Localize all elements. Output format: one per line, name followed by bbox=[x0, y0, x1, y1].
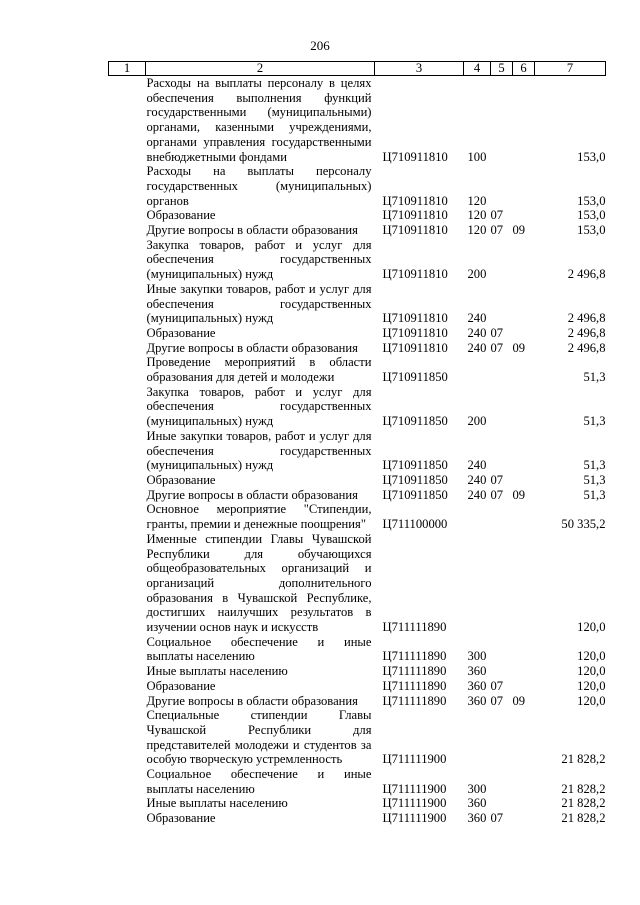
row-section bbox=[491, 164, 513, 208]
row-subsection: 09 bbox=[512, 340, 526, 355]
row-amount: 51,3 bbox=[583, 472, 606, 487]
row-target-code: Ц710911810 bbox=[382, 223, 448, 238]
row-target-code: Ц711111890 bbox=[382, 649, 447, 664]
table-row bbox=[109, 164, 606, 208]
row-number-cell bbox=[109, 502, 146, 531]
row-expense-type: 360 bbox=[467, 811, 487, 826]
row-target-code: Ц710911810 bbox=[382, 208, 448, 223]
table-row bbox=[109, 223, 606, 238]
row-section: 07 bbox=[490, 340, 504, 355]
table-row bbox=[109, 664, 606, 679]
row-name: Иные выплаты населению bbox=[146, 664, 288, 679]
row-name: Иные закупки товаров, работ и услуг для обеспечения государственных (муниципальных) нужд bbox=[146, 281, 372, 326]
row-name: Основное мероприятие "Стипендии, гранты, премии и денежные поощрения" bbox=[146, 502, 372, 532]
row-number-cell bbox=[109, 694, 146, 709]
row-subsection bbox=[513, 502, 535, 531]
row-amount: 2 496,8 bbox=[567, 340, 606, 355]
row-expense-type bbox=[464, 532, 491, 635]
row-target-code: Ц711111890 bbox=[382, 620, 447, 635]
row-name: Другие вопросы в области образования bbox=[146, 340, 358, 355]
row-amount: 51,3 bbox=[583, 370, 606, 385]
row-target-code: Ц711111890 bbox=[382, 678, 447, 693]
row-name: Образование bbox=[146, 325, 216, 340]
table-row bbox=[109, 767, 606, 796]
row-number-cell bbox=[109, 208, 146, 223]
row-name: Иные закупки товаров, работ и услуг для обеспечения государственных (муниципальных) нужд bbox=[146, 428, 372, 473]
row-name: Иные выплаты населению bbox=[146, 796, 288, 811]
row-amount: 21 828,2 bbox=[561, 781, 606, 796]
row-number-cell bbox=[109, 796, 146, 811]
row-target-code: Ц711111890 bbox=[382, 693, 447, 708]
row-target-code: Ц710911850 bbox=[382, 458, 448, 473]
column-header-6: 6 bbox=[513, 62, 535, 76]
row-number-cell bbox=[109, 341, 146, 356]
row-amount: 51,3 bbox=[583, 458, 606, 473]
row-amount: 2 496,8 bbox=[567, 325, 606, 340]
table-row bbox=[109, 385, 606, 429]
row-number-cell bbox=[109, 811, 146, 826]
row-target-code: Ц711111900 bbox=[382, 811, 447, 826]
row-expense-type: 120 bbox=[467, 193, 487, 208]
row-section: 07 bbox=[490, 487, 504, 502]
row-expense-type: 360 bbox=[467, 796, 487, 811]
row-target-code: Ц711111900 bbox=[382, 796, 447, 811]
row-expense-type: 120 bbox=[467, 208, 487, 223]
row-expense-type: 360 bbox=[467, 693, 487, 708]
row-target-code: Ц710911850 bbox=[382, 414, 448, 429]
column-header-1: 1 bbox=[109, 62, 146, 76]
row-number-cell bbox=[109, 473, 146, 488]
row-subsection bbox=[513, 708, 535, 767]
column-header-7: 7 bbox=[535, 62, 606, 76]
row-subsection bbox=[513, 532, 535, 635]
table-row bbox=[109, 473, 606, 488]
row-subsection: 09 bbox=[512, 693, 526, 708]
row-number-cell bbox=[109, 223, 146, 238]
row-name: Закупка товаров, работ и услуг для обеспечения государственных (муниципальных) нужд bbox=[146, 237, 372, 282]
row-number-cell bbox=[109, 532, 146, 635]
row-expense-type: 240 bbox=[467, 487, 487, 502]
row-number-cell bbox=[109, 355, 146, 384]
row-subsection bbox=[513, 767, 535, 796]
row-section: 07 bbox=[490, 223, 504, 238]
row-number-cell bbox=[109, 635, 146, 664]
row-number-cell bbox=[109, 664, 146, 679]
row-name: Проведение мероприятий в области образования для детей и молодежи bbox=[146, 355, 372, 385]
row-subsection bbox=[513, 282, 535, 326]
table-row bbox=[109, 532, 606, 635]
row-section bbox=[491, 767, 513, 796]
row-target-code: Ц710911850 bbox=[382, 487, 448, 502]
row-subsection bbox=[513, 208, 535, 223]
row-target-code: Ц710911810 bbox=[382, 311, 448, 326]
row-section: 07 bbox=[490, 693, 504, 708]
row-name: Специальные стипендии Главы Чувашской Республики для представителей молодежи и студентов за особую творческую устремленность bbox=[146, 708, 372, 767]
row-subsection bbox=[513, 238, 535, 282]
row-name: Расходы на выплаты персоналу государственных (муниципальных) органов bbox=[146, 164, 372, 208]
row-expense-type: 360 bbox=[467, 664, 487, 679]
row-subsection bbox=[513, 811, 535, 826]
row-amount: 153,0 bbox=[577, 193, 606, 208]
row-section bbox=[491, 385, 513, 429]
column-header-5: 5 bbox=[491, 62, 513, 76]
row-amount: 51,3 bbox=[583, 414, 606, 429]
row-expense-type bbox=[464, 355, 491, 384]
row-section bbox=[491, 664, 513, 679]
table-row bbox=[109, 694, 606, 709]
column-header-2: 2 bbox=[146, 62, 375, 76]
row-amount: 2 496,8 bbox=[567, 267, 606, 282]
row-amount: 50 335,2 bbox=[561, 517, 606, 532]
row-name: Образование bbox=[146, 678, 216, 693]
row-name: Образование bbox=[146, 472, 216, 487]
row-number-cell bbox=[109, 326, 146, 341]
row-amount: 153,0 bbox=[577, 208, 606, 223]
row-subsection bbox=[513, 635, 535, 664]
row-section bbox=[491, 355, 513, 384]
row-amount: 153,0 bbox=[577, 223, 606, 238]
table-row bbox=[109, 76, 606, 165]
row-name: Другие вопросы в области образования bbox=[146, 223, 358, 238]
row-number-cell bbox=[109, 708, 146, 767]
row-amount: 21 828,2 bbox=[561, 796, 606, 811]
row-amount: 120,0 bbox=[577, 664, 606, 679]
row-expense-type: 300 bbox=[467, 649, 487, 664]
row-subsection bbox=[513, 385, 535, 429]
row-amount: 153,0 bbox=[577, 149, 606, 164]
row-target-code: Ц711111900 bbox=[382, 752, 447, 767]
row-section bbox=[491, 502, 513, 531]
row-expense-type bbox=[464, 502, 491, 531]
table-row bbox=[109, 635, 606, 664]
row-subsection bbox=[513, 326, 535, 341]
row-amount: 21 828,2 bbox=[561, 811, 606, 826]
row-section bbox=[491, 532, 513, 635]
row-number-cell bbox=[109, 282, 146, 326]
table-body bbox=[109, 76, 606, 826]
row-name: Расходы на выплаты персоналу в целях обеспечения выполнения функций государственными (муниципальными) органами, казенными учреждениями, органами управления государственными внебюджетными фондами bbox=[146, 76, 372, 164]
row-amount: 51,3 bbox=[583, 487, 606, 502]
row-target-code: Ц711100000 bbox=[382, 517, 448, 532]
row-target-code: Ц710911810 bbox=[382, 149, 448, 164]
header-row bbox=[109, 62, 606, 76]
row-section bbox=[491, 796, 513, 811]
row-section bbox=[491, 635, 513, 664]
row-number-cell bbox=[109, 385, 146, 429]
table-row bbox=[109, 811, 606, 826]
table-row bbox=[109, 341, 606, 356]
row-subsection bbox=[513, 164, 535, 208]
row-target-code: Ц711111890 bbox=[382, 664, 447, 679]
row-target-code: Ц710911850 bbox=[382, 472, 448, 487]
row-number-cell bbox=[109, 429, 146, 473]
row-subsection bbox=[513, 473, 535, 488]
table-row bbox=[109, 208, 606, 223]
row-subsection: 09 bbox=[512, 223, 526, 238]
table-row bbox=[109, 429, 606, 473]
row-target-code: Ц710911810 bbox=[382, 267, 448, 282]
column-header-4: 4 bbox=[464, 62, 491, 76]
table-row bbox=[109, 679, 606, 694]
table-header bbox=[109, 62, 606, 76]
row-target-code: Ц711111900 bbox=[382, 781, 447, 796]
row-expense-type: 240 bbox=[467, 472, 487, 487]
row-name: Закупка товаров, работ и услуг для обеспечения государственных (муниципальных) нужд bbox=[146, 384, 372, 429]
row-number-cell bbox=[109, 238, 146, 282]
table-row bbox=[109, 488, 606, 503]
row-target-code: Ц710911850 bbox=[382, 370, 448, 385]
row-expense-type: 120 bbox=[467, 223, 487, 238]
row-expense-type: 240 bbox=[467, 340, 487, 355]
row-expense-type: 240 bbox=[467, 458, 487, 473]
table-row bbox=[109, 282, 606, 326]
page-number: 206 bbox=[310, 38, 330, 53]
row-section bbox=[491, 429, 513, 473]
row-amount: 21 828,2 bbox=[561, 752, 606, 767]
row-name: Другие вопросы в области образования bbox=[146, 693, 358, 708]
row-number-cell bbox=[109, 488, 146, 503]
row-expense-type: 200 bbox=[467, 414, 487, 429]
row-name: Социальное обеспечение и иные выплаты населению bbox=[146, 767, 372, 796]
row-amount: 120,0 bbox=[577, 620, 606, 635]
row-section: 07 bbox=[490, 678, 504, 693]
row-name: Другие вопросы в области образования bbox=[146, 487, 358, 502]
table-row bbox=[109, 326, 606, 341]
row-expense-type: 240 bbox=[467, 325, 487, 340]
row-subsection bbox=[513, 76, 535, 165]
row-section: 07 bbox=[490, 208, 504, 223]
row-expense-type: 240 bbox=[467, 311, 487, 326]
row-target-code: Ц710911810 bbox=[382, 193, 448, 208]
row-name: Образование bbox=[146, 811, 216, 826]
row-subsection bbox=[513, 355, 535, 384]
row-expense-type bbox=[464, 708, 491, 767]
row-expense-type: 100 bbox=[467, 149, 487, 164]
row-target-code: Ц710911810 bbox=[382, 340, 448, 355]
row-section bbox=[491, 238, 513, 282]
row-number-cell bbox=[109, 767, 146, 796]
row-expense-type: 360 bbox=[467, 678, 487, 693]
row-section bbox=[491, 282, 513, 326]
row-amount: 120,0 bbox=[577, 693, 606, 708]
row-amount: 120,0 bbox=[577, 678, 606, 693]
row-number-cell bbox=[109, 76, 146, 165]
row-section: 07 bbox=[490, 811, 504, 826]
row-section: 07 bbox=[490, 472, 504, 487]
row-section: 07 bbox=[490, 325, 504, 340]
row-name: Социальное обеспечение и иные выплаты населению bbox=[146, 634, 372, 664]
row-name: Образование bbox=[146, 208, 216, 223]
table-row bbox=[109, 708, 606, 767]
budget-table bbox=[108, 61, 606, 826]
row-subsection bbox=[513, 429, 535, 473]
row-subsection bbox=[513, 796, 535, 811]
column-header-3: 3 bbox=[375, 62, 464, 76]
table-row bbox=[109, 502, 606, 531]
row-name: Именные стипендии Главы Чувашской Республики для обучающихся общеобразовательных организаций и организаций дополнительного образования в Чувашской Республике, достигших наилучших результатов в изучении основ наук и искусств bbox=[146, 531, 372, 635]
row-section bbox=[491, 76, 513, 165]
row-number-cell bbox=[109, 164, 146, 208]
table-row bbox=[109, 238, 606, 282]
row-expense-type: 200 bbox=[467, 267, 487, 282]
row-section bbox=[491, 708, 513, 767]
row-subsection bbox=[513, 679, 535, 694]
table-row bbox=[109, 355, 606, 384]
row-target-code: Ц710911810 bbox=[382, 325, 448, 340]
row-amount: 120,0 bbox=[577, 649, 606, 664]
row-subsection bbox=[513, 664, 535, 679]
row-number-cell bbox=[109, 679, 146, 694]
row-expense-type: 300 bbox=[467, 781, 487, 796]
table-row bbox=[109, 796, 606, 811]
row-subsection: 09 bbox=[512, 487, 526, 502]
row-amount: 2 496,8 bbox=[567, 311, 606, 326]
